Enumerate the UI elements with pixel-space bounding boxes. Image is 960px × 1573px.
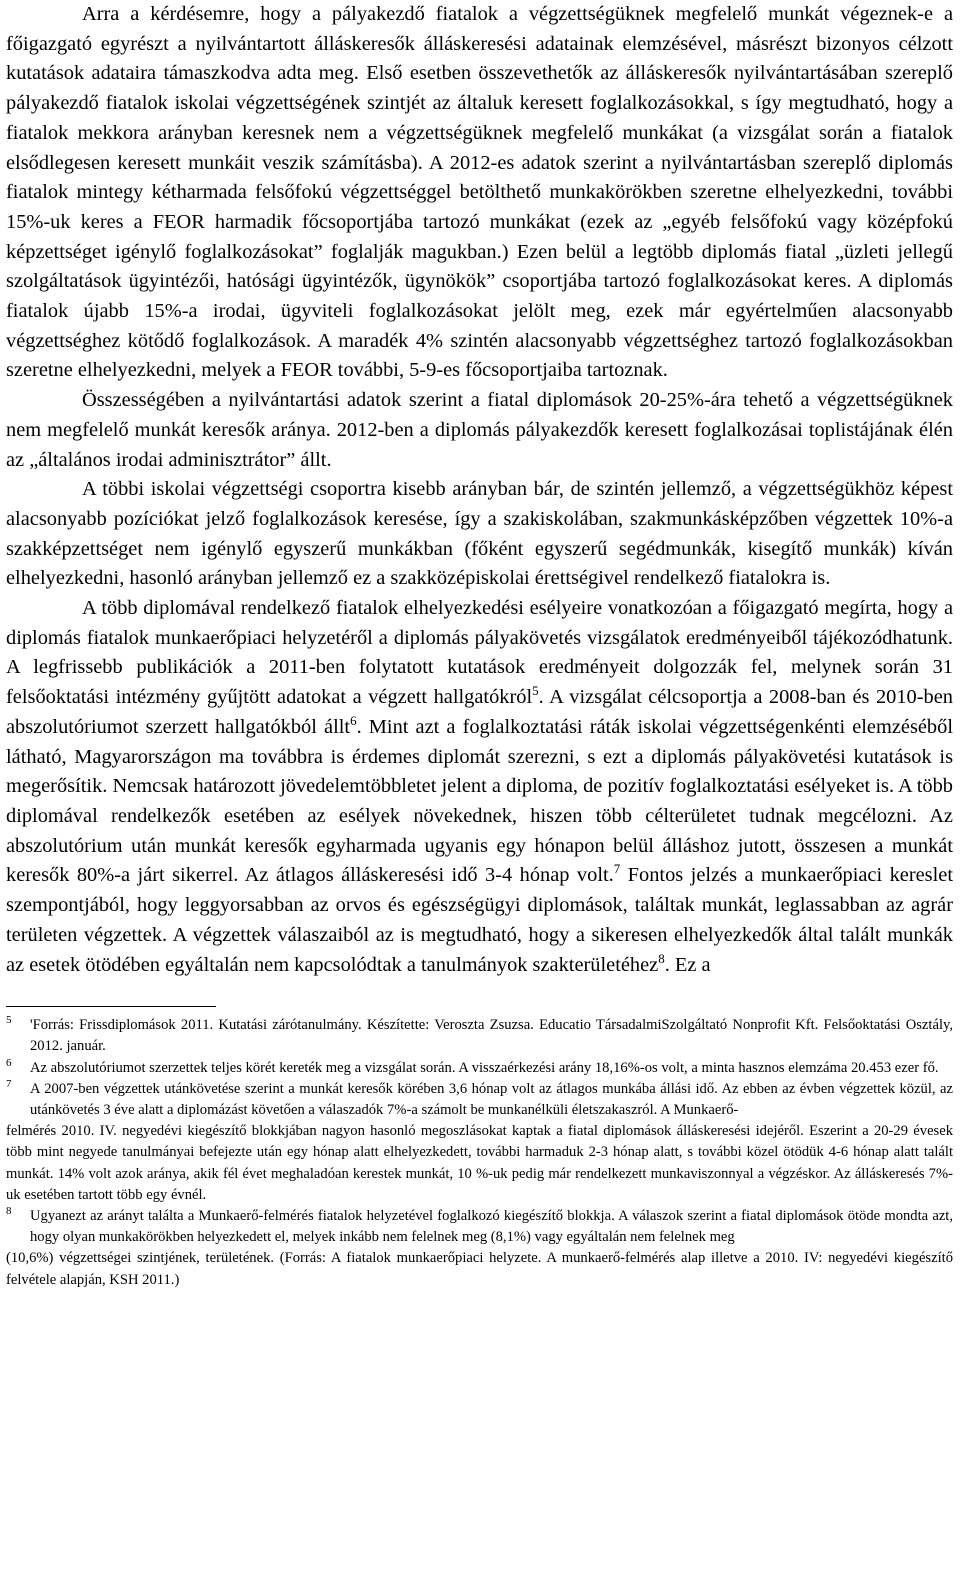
paragraph-4-text-c: . Mint azt a foglalkoztatási ráták iskolai végzettségenkénti elemzéséből látható, Magyarországon ma továbbra is érdemes diplomát szerezni, s ezt a diplomás pályakövetési kutatások is megerősítik. Nemcsak határozott jövedelemtöbbletet jelent a diploma, de pozitív foglalkoztatási esélyeket is. A több diplomával rendelkezők esetében az esélyek növekednek, hiszen több célterületet tudnak megcélozni. Az abszolutórium után munkát keresők egyharmada ugyanis egy hónapon belül álláshoz jutott, összesen a munkát keresők 80%-a járt sikerrel. Az átlagos álláskeresési idő 3-4 hónap volt.: [6, 715, 953, 887]
footnote-number: 7: [6, 1077, 12, 1090]
footnote-text: Ugyanezt az arányt találta a Munkaerő-felmérés fiatalok helyzetével foglalkozó kiegészítő blokkja. A válaszok szerint a fiatal diplomások ötöde mondta azt, hogy olyan munkakörökben helyezkedett el, melyek inkább nem felelnek meg (8,1%) vagy egyáltalán nem felelnek meg: [30, 1208, 953, 1246]
document-page: [6, 0, 953, 1291]
paragraph-4-text-a: A több diplomával rendelkező fiatalok elhelyezkedési esélyeire vonatkozóan a főigazgató megírta, hogy a diplomás fiatalok munkaerőpiaci helyzetéről a diplomás pályakövetés vizsgálatok eredményeiből tájékozódhatunk. A legfrissebb publikációk a 2011-ben folytatott kutatások eredményeit dolgozzák fel, melynek során 31 felsőoktatási intézmény gyűjtött adatokat a végzett hallgatókról: [6, 597, 953, 709]
footnote-number: 6: [6, 1056, 12, 1069]
footnote-text: A 2007-ben végzettek utánkövetése szerint a munkát keresők körében 3,6 hónap volt az átlagos munkába állási idő. Az ebben az évben végzettek közül, az utánkövetés 3 éve alatt a diplomázást követően a válaszadók 7%-a számolt be munkanélküli életszakaszról. A Munkaerő-: [30, 1080, 953, 1119]
footnote-number: 8: [6, 1205, 12, 1218]
paragraph-4: [6, 594, 953, 980]
footnote-7-continuation: felmérés 2010. IV. negyedévi kiegészítő blokkjában nagyon hasonló megoszlásokat kaptak a fiatal diplomások álláskeresési idejéről. Eszerint a 20-29 évesek több mint negyede tanulmányai befejezte után egy hónap alatt elhelyezkedett, további harmaduk 2-3 hónap alatt, s további közel ötödük 4-6 hónap alatt talált munkát. 14% volt azok aránya, akik fél évet meghaladóan kerestek munkát, 10 %-uk pedig már rendelkezett munkaviszonnyal a végzéskor. Az álláskeresés 7%-uk esetében tartott több egy évnél.: [6, 1123, 953, 1203]
footnote-8: [6, 1206, 953, 1248]
footnote-separator: [6, 1006, 216, 1007]
paragraph-3: A többi iskolai végzettségi csoportra kisebb arányban bár, de szintén jellemző, a végzettségükhöz képest alacsonyabb pozíciókat jelző foglalkozások keresése, így a szakiskolában, szakmunkásképzőben végzettek 10%-a szakképzettséget nem igénylő egyszerű munkákban (főként egyszerű segédmunkák, kisegítő munkák) kíván elhelyezkedni, hasonló arányban jellemző ez a szakközépiskolai érettségivel rendelkező fiatalokra is.: [6, 478, 953, 590]
footnote-ref-6[interactable]: 6: [350, 713, 357, 729]
paragraph-4-text-d: Fontos jelzés a munkaerőpiaci kereslet szempontjából, hogy leggyorsabban az orvos és egészségügyi diplomások, találtak munkát, leglassabban az agrár területen végzettek. A végzettek válaszaiból az is megtudható, hogy a sikeresen elhelyezkedők által talált munkák az esetek ötödében egyáltalán nem kapcsolódtak a tanulmányok szakterületéhez: [6, 864, 953, 976]
footnote-text: Az abszolutóriumot szerzettek teljes körét kereték meg a vizsgálat során. A visszaérkezési arány 18,16%-os volt, a minta hasznos elemzáma 20.453 ezer fő.: [30, 1059, 939, 1076]
paragraph-4-text-e: . Ez a: [664, 953, 711, 976]
footnote-6: [6, 1058, 953, 1079]
footnote-ref-5[interactable]: 5: [532, 683, 539, 699]
footnote-8-continuation: (10,6%) végzettségei szintjének, területének. (Forrás: A fiatalok munkaerőpiaci helyzete. A munkaerő-felmérés alap illetve a 2010. IV: negyedévi kiegészítő felvétele alapján, KSH 2011.): [6, 1250, 953, 1288]
paragraph-1: Arra a kérdésemre, hogy a pályakezdő fiatalok a végzettségüknek megfelelő munkát végeznek-e a főigazgató egyrészt a nyilvántartott álláskeresők álláskeresési adatainak elemzésével, másrészt bizonyos célzott kutatások adataira támaszkodva adta meg. Első esetben összevethetők az álláskeresők nyilvántartásában szereplő pályakezdő fiatalok iskolai végzettségének szintjét az általuk keresett foglalkozásokkal, s így megtudható, hogy a fiatalok mekkora arányban keresnek nem a végzettségüknek megfelelő munkákat (a vizsgálat során a fiatalok elsődlegesen keresett munkáit veszik számításba). A 2012-es adatok szerint a nyilvántartásban szereplő diplomás fiatalok mintegy kétharmada felsőfokú végzettséggel betölthető munkakörökben szeretne elhelyezkedni, további 15%-uk keres a FEOR harmadik főcsoportjába tartozó munkákat (ezek az „egyéb felsőfokú vagy középfokú képzettséget igénylő foglalkozásokat” foglalják magukban.) Ezen belül a legtöbb diplomás fiatal „üzleti jellegű szolgáltatások ügyintézői, hatósági ügyintézők, ügynökök” csoportjába tartozó foglalkozásokat keres. A diplomás fiatalok újabb 15%-a irodai, ügyviteli foglalkozásokat jelölt meg, ezek már egyértelműen alacsonyabb végzettséghez kötődő foglalkozások. A maradék 4% szintén alacsonyabb végzettséghez tartozó foglalkozásokban szeretne elhelyezkedni, melyek a FEOR további, 5-9-es főcsoportjaiba tartoznak.: [6, 3, 953, 382]
footnote-number: 5: [6, 1014, 12, 1027]
footnote-ref-7[interactable]: 7: [613, 861, 621, 877]
main-text: [6, 0, 953, 980]
footnote-7: [6, 1079, 953, 1121]
footnotes: [6, 1015, 953, 1291]
footnote-5: [6, 1015, 953, 1057]
footnote-ref-8[interactable]: 8: [658, 950, 665, 966]
paragraph-4-text-b: . A vizsgálat célcsoportja a 2008-ban és 2010-ben abszolutóriumot szerzett hallgatókból állt: [6, 686, 953, 738]
paragraph-2: Összességében a nyilvántartási adatok szerint a fiatal diplomások 20-25%-ára tehető a végzettségüknek nem megfelelő munkát keresők aránya. 2012-ben a diplomás pályakezdők keresett foglalkozásai toplistájának élén az „általános irodai adminisztrátor” állt.: [6, 389, 953, 471]
footnote-text: 'Forrás: Frissdiplomások 2011. Kutatási zárótanulmány. Készítette: Veroszta Zsuzsa. Educatio TársadalmiSzolgáltató Nonprofit Kft. Felsőoktatási Osztály, 2012. január.: [30, 1017, 953, 1055]
